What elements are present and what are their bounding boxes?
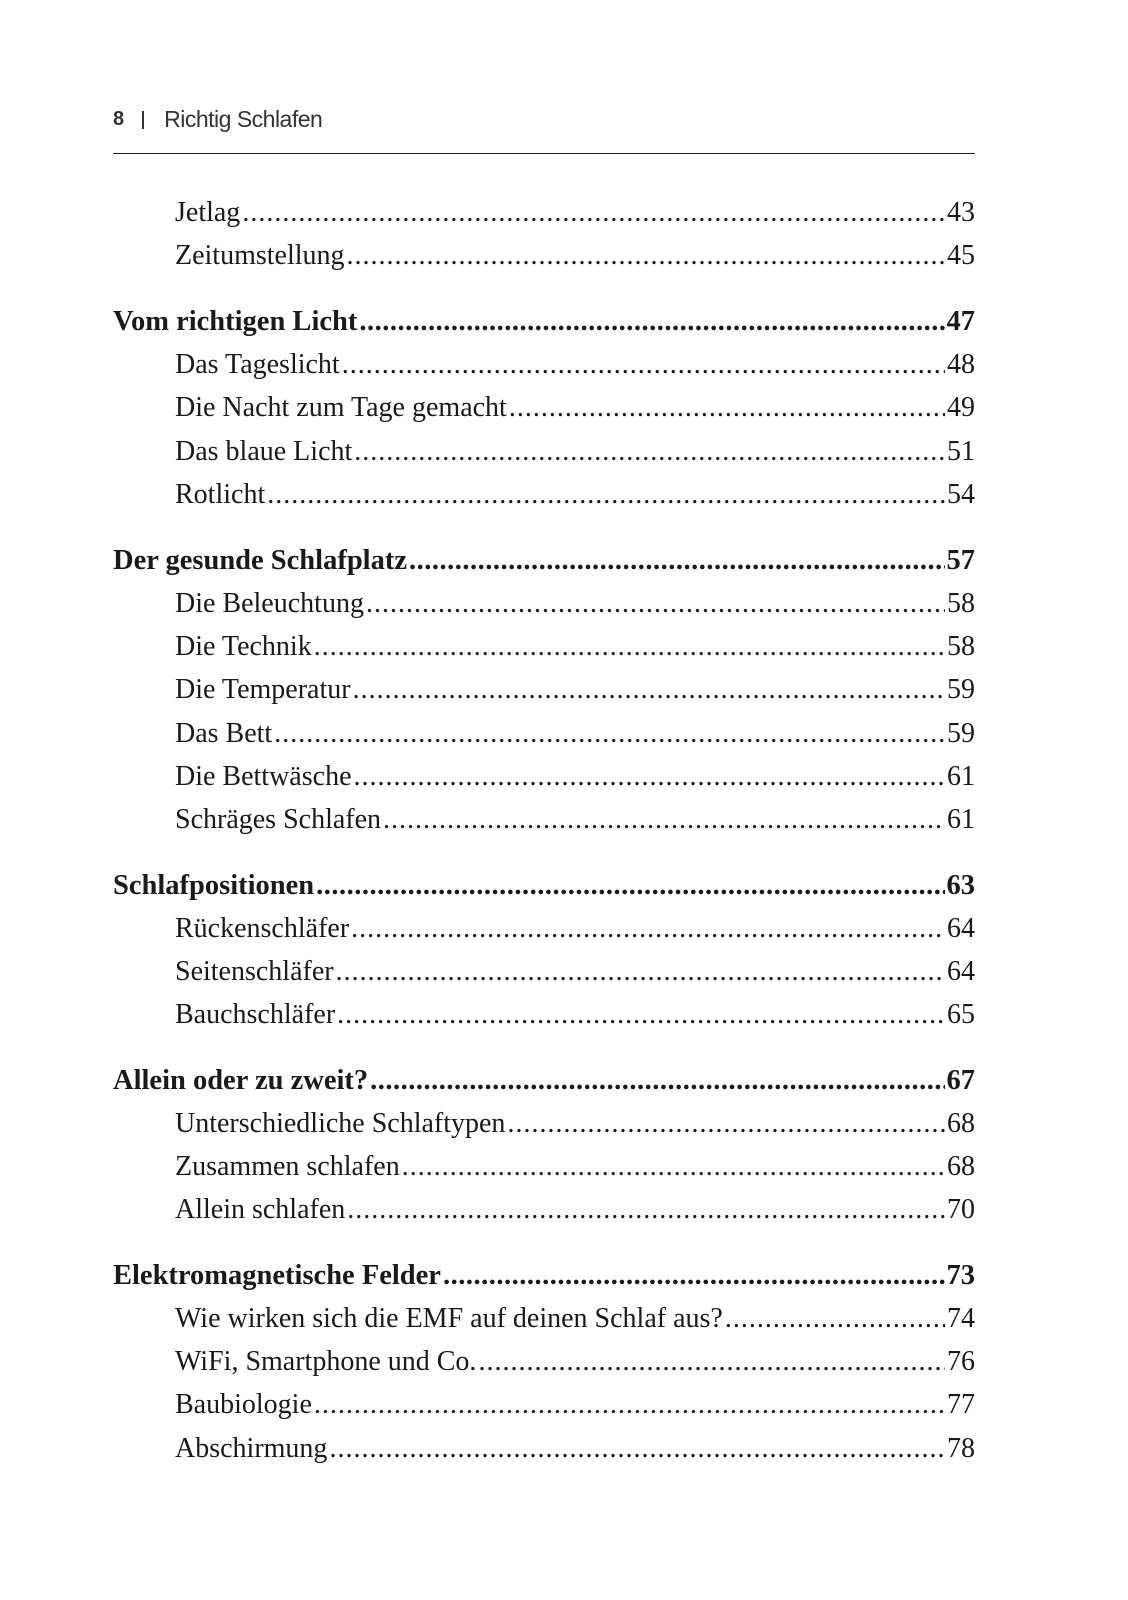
toc-entry-page: 48 xyxy=(947,349,975,380)
toc-entry-page: 59 xyxy=(947,718,975,749)
toc-chapter-title: Allein oder zu zweit? xyxy=(113,1065,369,1096)
toc-entry xyxy=(175,390,975,426)
toc-entry xyxy=(175,1431,975,1467)
toc-entry xyxy=(175,759,975,795)
toc-entry xyxy=(175,1387,975,1423)
toc-entry-title: Seitenschläfer xyxy=(175,956,334,987)
leader-dots xyxy=(336,954,945,990)
toc-entry xyxy=(175,672,975,708)
toc-entry-title: WiFi, Smartphone und Co. xyxy=(175,1346,477,1377)
leader-dots xyxy=(242,195,945,231)
toc-entry-title: Zeitumstellung xyxy=(175,240,345,271)
toc-entry xyxy=(175,802,975,838)
toc-entry-title: Abschirmung xyxy=(175,1433,328,1464)
running-title: Richtig Schlafen xyxy=(164,106,323,132)
toc-chapter-page: 57 xyxy=(946,545,975,576)
leader-dots xyxy=(314,629,945,665)
toc-entry-page: 61 xyxy=(947,804,975,835)
toc-entry xyxy=(175,911,975,947)
toc-entry-page: 77 xyxy=(947,1389,975,1420)
toc-entry-page: 70 xyxy=(947,1194,975,1225)
page-number: 8 xyxy=(113,108,125,130)
leader-dots xyxy=(316,868,944,904)
leader-dots xyxy=(342,347,945,383)
leader-dots xyxy=(337,997,945,1033)
toc-entry xyxy=(175,586,975,622)
toc-chapter-page: 63 xyxy=(946,870,975,901)
toc-entry xyxy=(175,954,975,990)
leader-dots xyxy=(267,477,945,513)
leader-dots xyxy=(509,390,945,426)
leader-dots xyxy=(351,911,945,947)
leader-dots xyxy=(366,586,945,622)
leader-dots xyxy=(354,434,945,470)
toc-chapter xyxy=(113,304,975,340)
toc-entry-page: 65 xyxy=(947,999,975,1030)
toc-entry-page: 45 xyxy=(947,240,975,271)
toc-entry-page: 51 xyxy=(947,436,975,467)
toc-entry xyxy=(175,347,975,383)
toc-entry-title: Rotlicht xyxy=(175,479,266,510)
toc-chapter-page: 47 xyxy=(946,306,975,337)
leader-dots xyxy=(409,543,945,579)
toc-entry xyxy=(175,477,975,513)
toc-entry-title: Die Bettwäsche xyxy=(175,761,352,792)
toc-entry xyxy=(175,1106,975,1142)
toc-entry xyxy=(175,1149,975,1185)
toc-entry-page: 59 xyxy=(947,674,975,705)
leader-dots xyxy=(359,304,944,340)
toc-entry xyxy=(175,1192,975,1228)
toc-entry-page: 76 xyxy=(947,1346,975,1377)
toc-entry-page: 43 xyxy=(947,197,975,228)
leader-dots xyxy=(725,1301,945,1337)
toc-entry-title: Allein schlafen xyxy=(175,1194,346,1225)
toc-chapter xyxy=(113,1063,975,1099)
toc-entry-title: Schräges Schlafen xyxy=(175,804,382,835)
toc-entry-page: 64 xyxy=(947,956,975,987)
toc-entry-title: Das Tageslicht xyxy=(175,349,340,380)
toc-entry-page: 58 xyxy=(947,631,975,662)
toc-entry-title: Bauchschläfer xyxy=(175,999,336,1030)
toc-entry-title: Jetlag xyxy=(175,197,241,228)
toc-chapter xyxy=(113,1258,975,1294)
leader-dots xyxy=(347,1192,945,1228)
leader-dots xyxy=(383,802,945,838)
toc-chapter-title: Vom richtigen Licht xyxy=(113,306,358,337)
toc-entry xyxy=(175,716,975,752)
leader-dots xyxy=(443,1258,945,1294)
toc-entry-page: 68 xyxy=(947,1108,975,1139)
toc-entry-title: Wie wirken sich die EMF auf deinen Schlaf aus? xyxy=(175,1303,723,1334)
toc-entry xyxy=(175,238,975,274)
toc-chapter xyxy=(113,543,975,579)
leader-dots xyxy=(314,1387,945,1423)
toc-entry-page: 61 xyxy=(947,761,975,792)
leader-dots xyxy=(354,759,946,795)
leader-dots xyxy=(329,1431,945,1467)
toc-chapter-title: Der gesunde Schlafplatz xyxy=(113,545,407,576)
toc-entry-title: Baubiologie xyxy=(175,1389,312,1420)
toc-entry xyxy=(175,434,975,470)
toc-entry xyxy=(175,1344,975,1380)
toc-entry-title: Die Technik xyxy=(175,631,312,662)
leader-dots xyxy=(274,716,945,752)
toc-chapter-title: Elektromagnetische Felder xyxy=(113,1260,441,1291)
leader-dots xyxy=(402,1149,945,1185)
toc-entry xyxy=(175,629,975,665)
toc-entry-title: Die Nacht zum Tage gemacht xyxy=(175,392,507,423)
toc-entry-title: Unterschiedliche Schlaftypen xyxy=(175,1108,506,1139)
leader-dots xyxy=(347,238,945,274)
toc-entry-page: 74 xyxy=(947,1303,975,1334)
toc-chapter-page: 73 xyxy=(946,1260,975,1291)
toc-entry-title: Die Temperatur xyxy=(175,674,351,705)
toc-entry-title: Die Beleuchtung xyxy=(175,588,364,619)
toc-entry xyxy=(175,195,975,231)
toc-entry-page: 49 xyxy=(947,392,975,423)
leader-dots xyxy=(507,1106,945,1142)
leader-dots xyxy=(353,672,945,708)
toc-entry-title: Das Bett xyxy=(175,718,273,749)
toc-entry-page: 64 xyxy=(947,913,975,944)
toc-chapter-title: Schlafpositionen xyxy=(113,870,315,901)
leader-dots xyxy=(370,1063,944,1099)
toc-entry-title: Das blaue Licht xyxy=(175,436,353,467)
toc-entry xyxy=(175,1301,975,1337)
leader-dots xyxy=(478,1344,945,1380)
toc-entry xyxy=(175,997,975,1033)
toc-entry-page: 78 xyxy=(947,1433,975,1464)
toc-entry-page: 58 xyxy=(947,588,975,619)
toc-chapter-page: 67 xyxy=(946,1065,975,1096)
toc-chapter xyxy=(113,868,975,904)
toc-entry-page: 54 xyxy=(947,479,975,510)
toc-entry-page: 68 xyxy=(947,1151,975,1182)
toc-entry-title: Zusammen schlafen xyxy=(175,1151,400,1182)
toc-entry-title: Rückenschläfer xyxy=(175,913,350,944)
